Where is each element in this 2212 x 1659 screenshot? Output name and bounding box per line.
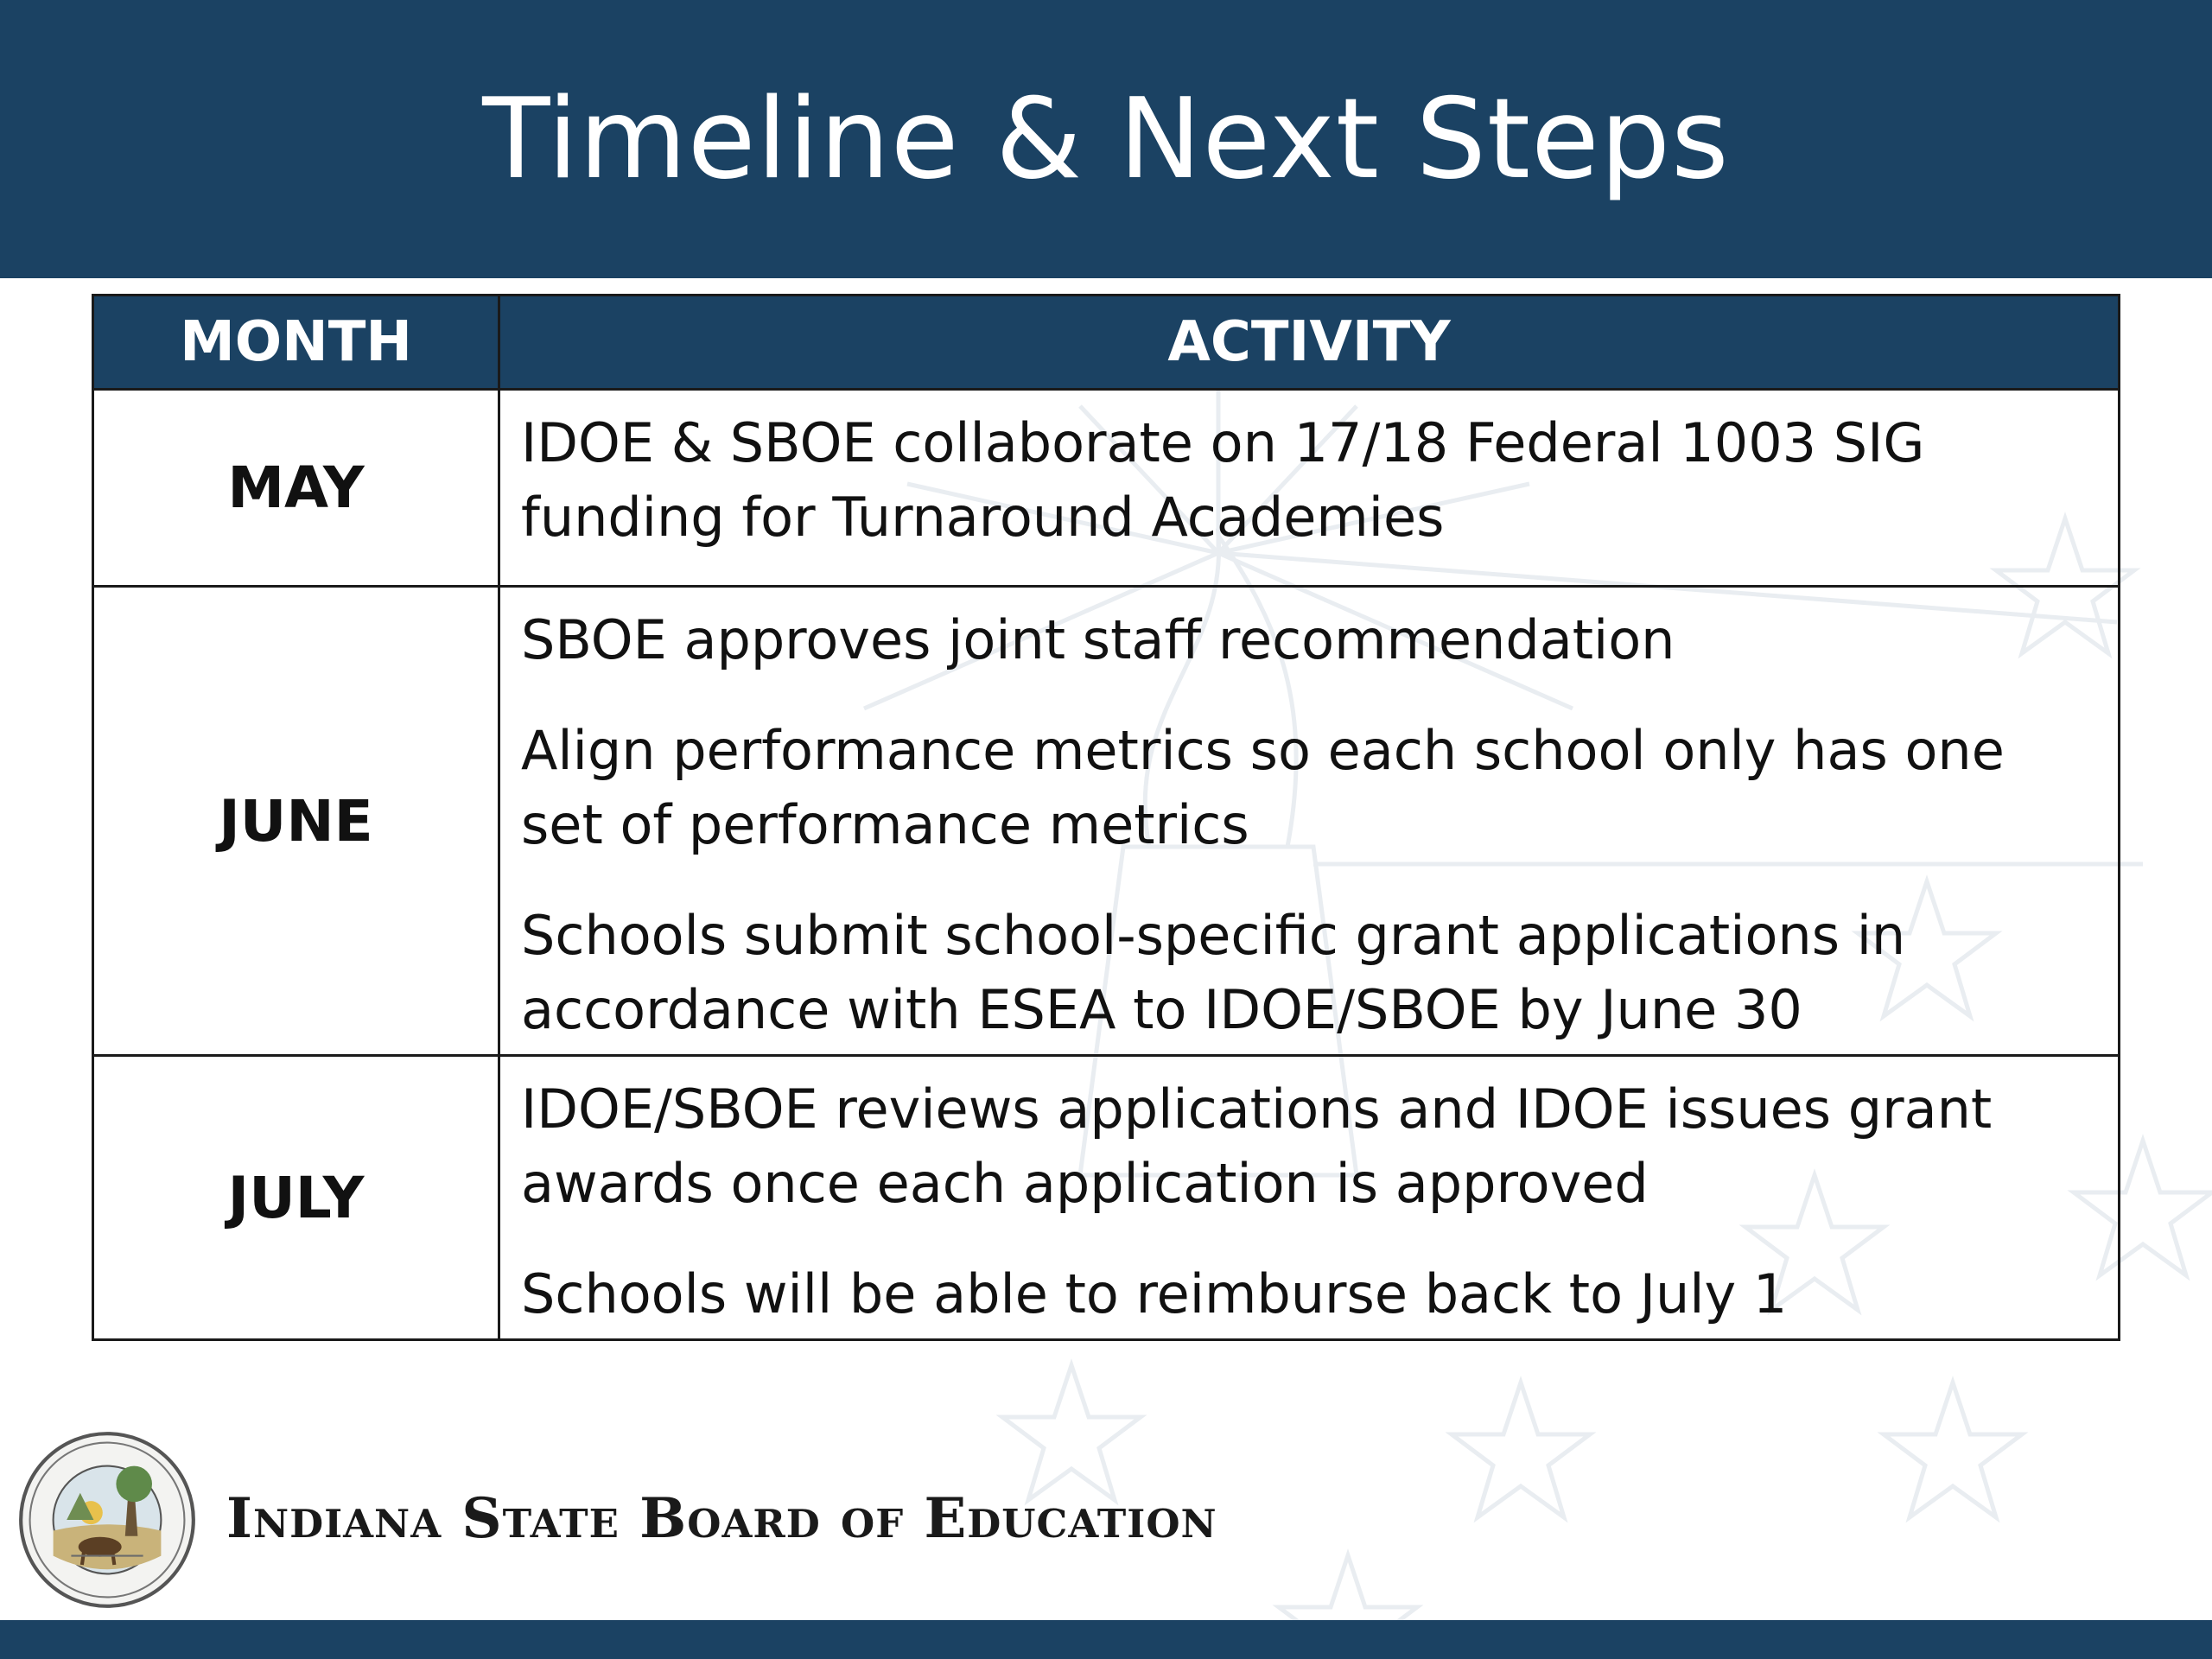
- activity-item: IDOE/SBOE reviews applications and IDOE issues grant awards once each application is approved: [521, 1077, 1993, 1215]
- activity-item: Align performance metrics so each school only has one set of performance metrics: [521, 719, 2005, 856]
- footer-band: [0, 1620, 2212, 1659]
- table-header-row: [93, 296, 2120, 390]
- activity-cell: [499, 1056, 2120, 1340]
- table-row: [93, 1056, 2120, 1340]
- activity-item: Schools will be able to reimburse back to July 1: [521, 1262, 1788, 1325]
- state-seal-icon: [17, 1430, 197, 1610]
- activity-cell: [499, 587, 2120, 1056]
- title-bar: [0, 0, 2212, 278]
- activity-item: SBOE approves joint staff recommendation: [521, 608, 1675, 671]
- organization-name: Indiana State Board of Education: [226, 1486, 1217, 1551]
- timeline-table: [92, 294, 2120, 1341]
- activity-item: Schools submit school-specific grant applications in accordance with ESEA to IDOE/SBOE by June 30: [521, 904, 1906, 1041]
- column-header-activity: ACTIVITY: [499, 296, 2120, 390]
- table-row: [93, 587, 2120, 1056]
- month-cell: MAY: [93, 390, 499, 587]
- month-cell: JUNE: [93, 587, 499, 1056]
- slide-title: Timeline & Next Steps: [482, 74, 1730, 204]
- column-header-month: MONTH: [93, 296, 499, 390]
- activity-item: IDOE & SBOE collaborate on 17/18 Federal 1003 SIG funding for Turnaround Academies: [521, 411, 1925, 549]
- table-row: [93, 390, 2120, 587]
- activity-cell: [499, 390, 2120, 587]
- month-cell: JULY: [93, 1056, 499, 1340]
